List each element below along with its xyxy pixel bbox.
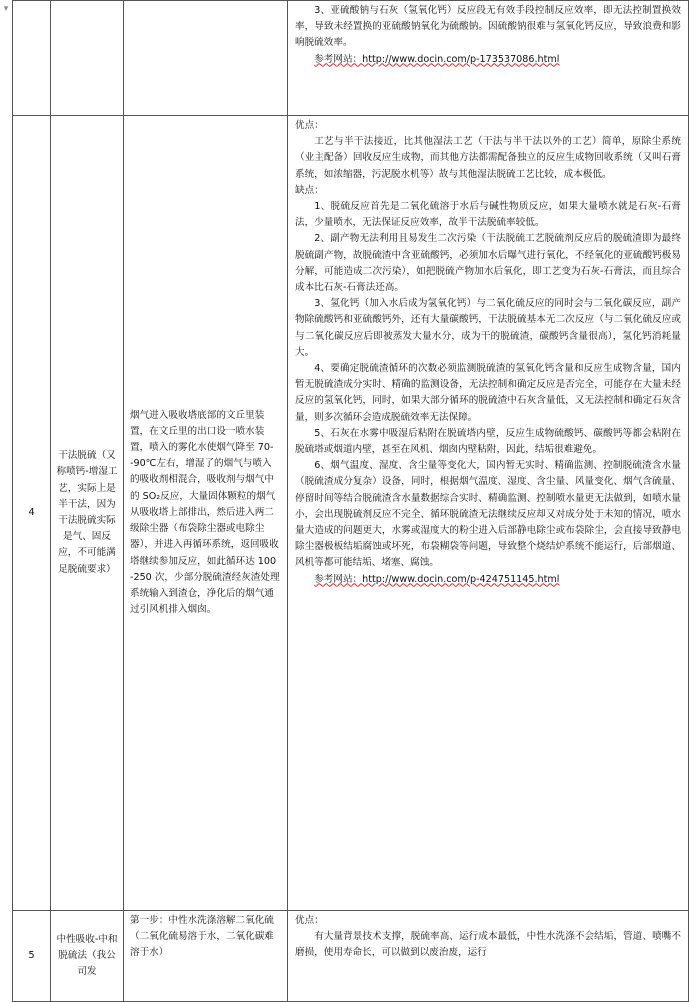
process-description: 烟气进入吸收塔底部的文丘里装置，在文丘里的出口设一喷水装置，喷入的雾化水使烟气降至 70--90℃左右，增湿了的烟气与喷入的吸收剂相混合，吸收剂与烟气中的 SO₂反应，大量固体颗粒的烟气从吸收塔上部排出，然后进入两二级除尘器（布袋除尘器或电除尘器），并进入再循环系统，返回吸收塔继续参加反应，如此循环达 100 -250 次，少部分脱硫渣经灰渣处理系统输入到渣仓，净化后的烟气通过引风机排入烟囱。 (124, 116, 288, 911)
method-name: 干法脱硫（又称喷钙-增湿工艺，实际上是半干法，因为干法脱硫实际是气、固反应，不可能满足脱硫要求） (51, 116, 124, 911)
table-row (13, 1, 689, 116)
evaluation-cell (288, 116, 689, 911)
disadvantage-item: 6、烟气温度、湿度、含尘量等变化大，国内暂无实时、精确监测、控制脱硫渣含水量（脱硫渣成分复杂）设备，同时，根据烟气温度、湿度、含尘量、风量变化、烟气含硫量、停留时间等结合脱硫渣含水量数据综合实时、精确监测、控制喷水量更无法做到，如喷水量小，会出现脱硫剂反应不完全、循环脱硫渣无法继续反应却又对成分处于未知的情况，喷水量大造成的问题更大，水雾或湿度大的粉尘进入后部静电除尘或布袋除尘，会直接导致静电除尘器极板结垢腐蚀或坏死，布袋糊袋等问题，导致整个烧结炉系统不能运行，后部烟道、风机等都可能结垢、堵塞、腐蚀。 (295, 460, 681, 569)
process-description: 第一步：中性水洗涤溶解二氧化硫（二氧化硫易溶于水，二氧化碳难溶于水） (124, 911, 288, 1002)
table-row (13, 116, 689, 911)
disadvantage-item: 4、要确定脱硫渣循环的次数必须监测脱硫渣的氢氧化钙含量和反应生成物含量，国内暂无脱硫渣成分实时、精确的监测设备，无法控制和确定反应是否完全，可能存在大量未经反应的氢氧化钙，同时，如果大部分循环的脱硫渣中石灰含量低，又无法控制和确定石灰含量，则多次循环会造成脱硫效率无法保障。 (295, 363, 681, 423)
advantage-item: 工艺与半干法接近，比其他湿法工艺（干法与半干法以外的工艺）简单，原除尘系统（业主配备）回收反应生成物，而其他方法都需配备独立的反应生成物回收系统（又叫石膏系统，如浓缩器，污泥脱水机等）故与其他湿法脱硫工艺比较，成本极低。 (295, 136, 681, 180)
disadvantage-item: 2、副产物无法利用且易发生二次污染（干法脱硫工艺脱硫剂反应后的脱硫渣即为最终脱硫副产物，故脱硫渣中含亚硫酸钙，必须加水后曝气进行氧化，不经氧化的亚硫酸钙极易分解，可能造成二次污染），如把脱硫产物加水后氧化，即工艺变为石灰-石膏法，而且综合成本比石灰-石膏法还高。 (295, 233, 681, 294)
row-number: 4 (13, 116, 51, 911)
advantages-label: 优点： (295, 120, 324, 131)
table-row (13, 911, 689, 1002)
advantage-item: 有大量背景技术支撑，脱硫率高、运行成本最低，中性水洗涤不会结垢，管道、喷嘴不磨损，使用寿命长，可以做到以废治废，运行 (295, 931, 681, 959)
disadvantage-item: 3、亚硫酸钠与石灰（氢氧化钙）反应段无有效手段控制反应效率，即无法控制置换效率，导致未经置换的亚硫酸钠氧化为硫酸钠。因硫酸钠很难与氢氧化钙反应，导致浪费和影响脱硫效率。 (295, 5, 681, 49)
advantages-label: 优点： (295, 915, 324, 926)
evaluation-cell (288, 1, 689, 116)
disadvantages-label: 缺点： (295, 184, 324, 196)
desulfurization-methods-table (12, 0, 689, 1002)
reference-link[interactable]: 参考网站：http://www.docin.com/p-424751145.html (314, 573, 560, 585)
disadvantage-item: 3、氢化钙（加入水后成为氢氧化钙）与二氧化硫反应的同时会与二氧化碳反应，副产物除硫酸钙和亚硫酸钙外，还有大量碳酸钙，干法脱硫基本无二次反应（与二氧化硫反应或与二氧化碳反应后即被蒸发大量水分，成为干的脱硫渣，碳酸钙含量很高），氢化钙消耗量大。 (295, 298, 681, 358)
reference-link[interactable]: 参考网站：http://www.docin.com/p-173537086.html (314, 53, 560, 65)
process-description (124, 1, 288, 116)
row-number (13, 1, 51, 116)
collapse-marker[interactable]: ▾ (0, 0, 13, 20)
disadvantage-item: 5、石灰在水雾中吸湿后粘附在脱硫塔内壁，反应生成物硫酸钙、碳酸钙等都会粘附在脱硫塔或烟道内壁，甚至在风机、烟囱内壁粘附，因此，结垢很难避免。 (295, 427, 681, 456)
method-name (51, 1, 124, 116)
evaluation-cell (288, 911, 689, 1002)
method-name: 中性吸收-中和脱硫法（我公司发 (51, 911, 124, 1002)
row-number: 5 (13, 911, 51, 1002)
disadvantage-item: 1、脱硫反应首先是二氧化硫溶于水后与碱性物质反应，如果大量喷水就是石灰-石膏法，少量喷水，无法保证反应效率，故半干法脱硫率较低。 (295, 201, 681, 229)
